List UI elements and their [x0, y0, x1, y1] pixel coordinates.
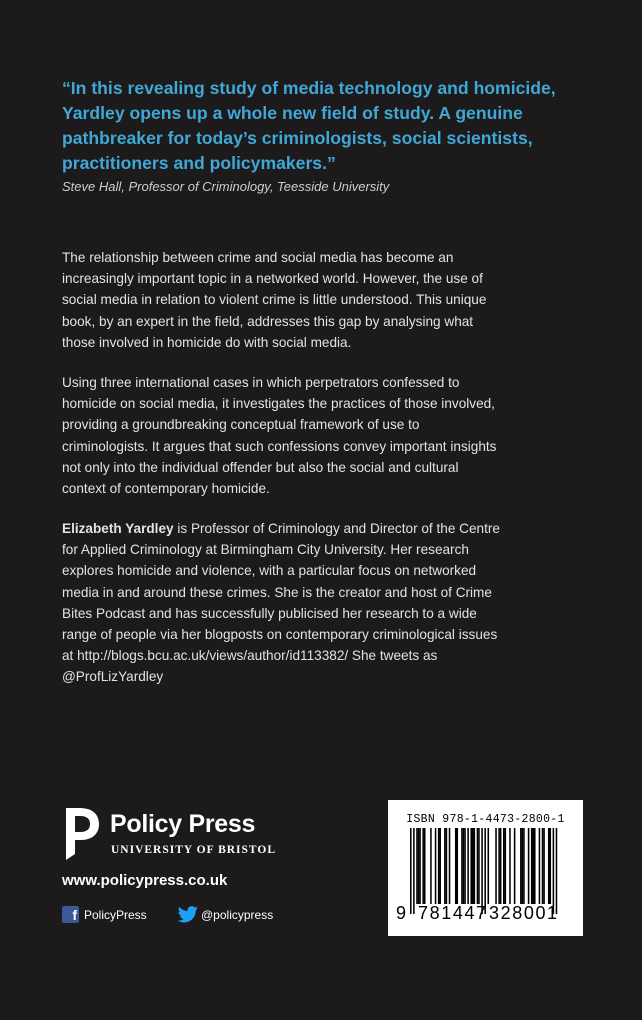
endorsement-attribution: Steve Hall, Professor of Criminology, Teesside University — [62, 179, 390, 194]
barcode-bar — [523, 828, 525, 904]
facebook-icon: f — [62, 906, 79, 923]
barcode-bar — [542, 828, 544, 904]
barcode-bar — [532, 828, 534, 904]
twitter-handle: @policypress — [201, 908, 274, 922]
barcode-guard-bar — [481, 828, 483, 914]
barcode-bar — [467, 828, 469, 904]
author-bio-text: is Professor of Criminology and Director of the Centre for Applied Criminology at Birmingham City University. Her research explores homicide and violence, with a particular focus on networked media in and around these crimes. She is the creator and host of Crime Bites Podcast and has successfully publicised her research to a wide range of people via her blogposts on contemporary criminological issues at http://blogs.bcu.ac.uk/views/author/id113382/ She tweets as @ProfLizYardley — [62, 521, 500, 685]
twitter-icon — [177, 906, 199, 924]
barcode-first-digit: 9 — [396, 903, 407, 923]
endorsement-quote: “In this revealing study of media technology and homicide, Yardley opens up a whole new field of study. A genuine pathbreaker for today’s criminologists, social scientists, practitioners and policymakers.” — [62, 78, 556, 173]
barcode-bar — [498, 828, 500, 904]
barcode-bar — [449, 828, 451, 904]
barcode-bar — [531, 828, 533, 904]
barcode-bar — [495, 828, 497, 904]
barcode-bar — [474, 828, 476, 904]
barcode-bar — [461, 828, 463, 904]
barcode-bar — [548, 828, 550, 904]
barcode-bars — [410, 828, 558, 914]
barcode-bar — [418, 828, 420, 904]
isbn-barcode — [388, 800, 583, 936]
barcode-bar — [457, 828, 459, 904]
barcode-bar — [424, 828, 426, 904]
policy-press-p-icon — [62, 806, 102, 862]
barcode-bar — [438, 828, 440, 904]
barcode-guard-bar — [484, 828, 486, 914]
barcode-bar — [430, 828, 432, 904]
author-name: Elizabeth Yardley — [62, 521, 174, 536]
barcode-bar — [543, 828, 545, 904]
barcode-bar — [463, 828, 465, 904]
barcode-bar — [539, 828, 541, 904]
barcode-bar — [472, 828, 474, 904]
barcode-digits — [396, 903, 559, 924]
barcode-bar — [534, 828, 536, 904]
barcode-group-2: 328001 — [489, 903, 559, 923]
twitter-link — [177, 906, 273, 924]
barcode-guard-bar — [410, 828, 412, 914]
barcode-bar — [528, 828, 530, 904]
policy-press-logo — [62, 806, 302, 866]
barcode-bar — [520, 828, 522, 904]
barcode-bar — [439, 828, 441, 904]
barcode-guard-bar — [553, 828, 555, 914]
author-bio — [62, 518, 502, 688]
barcode-bar — [477, 828, 479, 904]
isbn-label: ISBN 978-1-4473-2800-1 — [406, 813, 565, 826]
barcode-bar — [455, 828, 457, 904]
publisher-website: www.policypress.co.uk — [62, 872, 228, 889]
barcode-bar — [446, 828, 448, 904]
barcode-group-1: 781447 — [418, 903, 488, 923]
facebook-link — [62, 906, 147, 923]
blurb-paragraph-1: The relationship between crime and social media has become an increasingly important topic in a networked world. However, the use of social media in relation to violent crime is little understood. This unique book, by an expert in the field, addresses this gap by analysing what those involved in homicide do with social media. — [62, 250, 487, 350]
barcode-bar — [509, 828, 511, 904]
barcode-bar — [478, 828, 480, 904]
facebook-handle: PolicyPress — [84, 907, 147, 922]
publisher-name: Policy Press — [110, 810, 256, 838]
barcode-bar — [464, 828, 466, 904]
barcode-bar — [470, 828, 472, 904]
barcode-bar — [505, 828, 507, 904]
barcode-bar — [422, 828, 424, 904]
barcode-bar — [488, 828, 490, 904]
barcode-bar — [416, 828, 418, 904]
barcode-bar — [503, 828, 505, 904]
blurb-paragraph-2: Using three international cases in which perpetrators confessed to homicide on social media, it investigates the practices of those involved, providing a groundbreaking conceptual framework of use to criminologists. It argues that such confessions convey important insights not only into the individual offender but also the social and cultural context of contemporary homicide. — [62, 375, 497, 497]
barcode-bar — [522, 828, 524, 904]
barcode-bar — [444, 828, 446, 904]
barcode-bar — [550, 828, 552, 904]
publisher-subtitle: UNIVERSITY OF BRISTOL — [111, 844, 277, 856]
barcode-bar — [419, 828, 421, 904]
barcode-guard-bar — [556, 828, 558, 914]
barcode-bar — [514, 828, 516, 904]
barcode-guard-bar — [413, 828, 415, 914]
barcode-bar — [435, 828, 437, 904]
barcode-bar — [500, 828, 502, 904]
